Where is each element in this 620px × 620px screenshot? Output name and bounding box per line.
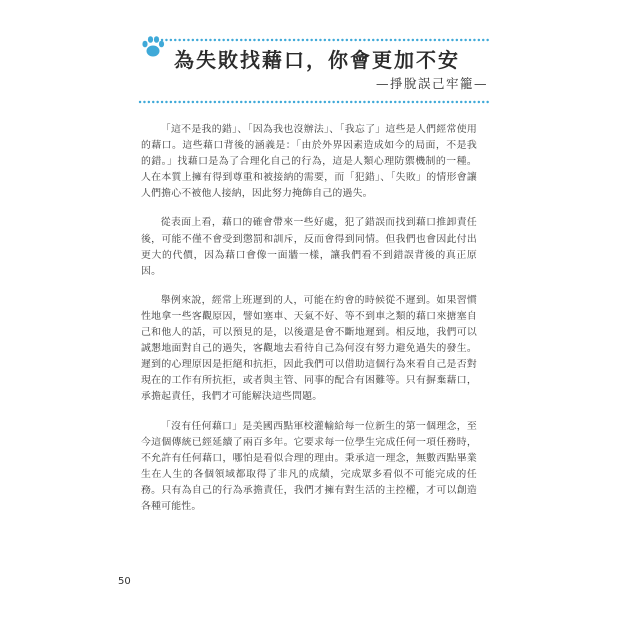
chapter-header bbox=[138, 30, 492, 106]
dotted-divider-top bbox=[160, 38, 490, 42]
dotted-divider-bottom bbox=[138, 100, 492, 104]
chapter-subtitle: —掙脫誤己牢籠— bbox=[375, 76, 488, 91]
page-number: 50 bbox=[118, 576, 131, 587]
chapter-title: 為失敗找藉口，你會更加不安 bbox=[174, 48, 460, 72]
paragraph-3: 舉例來說，經常上班遲到的人，可能在約會的時候從不遲到。如果習慣性地拿一些客觀原因，譬如塞車、天氣不好、等不到車之類的藉口來搪塞自己和他人的話，可以預見的是，以後還是會不斷地遲到。相反地，我們可以誠懇地面對自己的過失，客觀地去看待自己為何沒有努力避免過失的發生。遲到的心理原因是拒絕和抗拒，因此我們可以借助這個行為來看自己是否對現在的工作有所抗拒，或者與主管、同事的配合有困難等。只有摒棄藉口，承擔起責任，我們才可能解決這些問題。 bbox=[141, 294, 477, 403]
paragraph-2: 從表面上看，藉口的確會帶來一些好處，犯了錯誤而找到藉口推卸責任後，可能不僅不會受到懲罰和訓斥，反而會得到同情。但我們也會因此付出更大的代價，因為藉口會像一面牆一樣，讓我們看不到錯誤背後的真正原因。 bbox=[141, 217, 477, 277]
paragraph-1: 「這不是我的錯」、「因為我也沒辦法」、「我忘了」這些是人們經常使用的藉口。這些藉口背後的涵義是：「由於外界因素造成如今的局面，不是我的錯。」找藉口是為了合理化自己的行為，這是人類心理防禦機制的一種。人在本質上擁有得到尊重和被接納的需要，而「犯錯」、「失敗」的情形會讓人們擔心不被他人接納，因此努力掩飾自己的過失。 bbox=[141, 124, 477, 200]
paragraph-4: 「沒有任何藉口」是美國西點軍校灌輸給每一位新生的第一個理念，至今這個傳統已經延續了兩百多年。它要求每一位學生完成任何一項任務時，不允許有任何藉口，哪怕是看似合理的理由。秉承這一理念，無數西點畢業生在人生的各個領域都取得了非凡的成績，完成眾多看似不可能完成的任務。只有為自己的行為承擔責任，我們才擁有對生活的主控權，才可以創造各種可能性。 bbox=[141, 420, 477, 512]
body-text bbox=[141, 122, 477, 528]
